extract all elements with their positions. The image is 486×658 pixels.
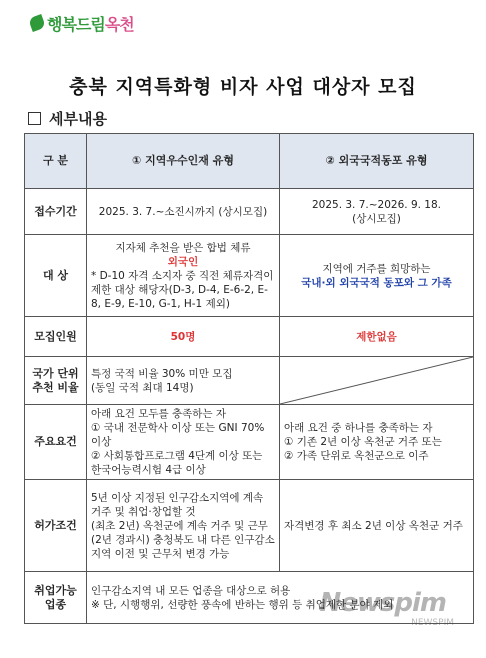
perm-1-line-a: 5년 이상 지정된 인구감소지역에 계속 거주 및 취업·창업할 것 — [91, 491, 264, 518]
perm-1-line-b: (최초 2년) 옥천군에 계속 거주 및 근무 — [91, 519, 268, 532]
req-2-line-b: ① 기존 2년 이상 옥천군 거주 또는 — [284, 436, 442, 448]
row-label-job — [25, 572, 87, 624]
row-label-target: 대 상 — [25, 235, 87, 317]
detail-table — [24, 133, 474, 624]
ratio-label-b: 추천 비율 — [32, 380, 79, 394]
target-1-note: * D-10 자격 소지자 중 직전 체류자격이 제한 대상 해당자(D-3, D-4, E-6-2, E-8, E-9, E-10, G-1, H-1 제외) — [91, 269, 274, 310]
row-label-period: 접수기간 — [25, 189, 87, 235]
table-row — [25, 317, 474, 357]
ratio-type-2-empty — [280, 357, 474, 405]
count-type-1: 50명 — [87, 317, 280, 357]
perm-type-2: 자격변경 후 최소 2년 이상 옥천군 거주 — [280, 480, 474, 572]
page-title: 충북 지역특화형 비자 사업 대상자 모집 — [69, 76, 417, 98]
req-1-line-b: ① 국내 전문학사 이상 또는 GNI 70% 이상 — [91, 422, 265, 448]
req-type-1 — [87, 405, 280, 480]
req-1-line-c: ② 사회통합프로그램 4단계 이상 또는 한국어능력시험 4급 이상 — [91, 450, 263, 476]
header-category: 구 분 — [25, 134, 87, 189]
logo-text-2: 옥천 — [104, 14, 134, 34]
ratio-label-a: 국가 단위 — [32, 366, 79, 380]
req-2-line-a: 아래 요건 중 하나를 충족하는 자 — [284, 422, 433, 434]
period-type-2-date: 2025. 3. 7.~2026. 9. 18. — [311, 198, 442, 211]
job-line-b: ※ 단, 시행행위, 선량한 풍속에 반하는 행위 등 취업제한 분야 제외 — [91, 598, 394, 611]
watermark: Newspim — [319, 588, 446, 618]
section-label: 세부내용 — [49, 110, 107, 128]
period-type-2 — [280, 189, 474, 235]
table-row — [25, 235, 474, 317]
table-row — [25, 480, 474, 572]
row-label-count: 모집인원 — [25, 317, 87, 357]
job-line-a: 인구감소지역 내 모든 업종을 대상으로 허용 — [91, 584, 291, 597]
leaf-icon — [28, 14, 46, 32]
diagonal-line — [280, 357, 473, 404]
ratio-line-b: (동일 국적 최대 14명) — [91, 381, 194, 394]
section-heading — [28, 108, 107, 129]
logo — [30, 10, 134, 36]
row-label-req: 주요요건 — [25, 405, 87, 480]
target-1-highlight: 외국인 — [167, 255, 199, 268]
watermark-sub: NEWSPIM — [411, 618, 454, 628]
logo-text-1: 행복드림 — [47, 14, 105, 34]
period-type-1: 2025. 3. 7.~소진시까지 (상시모집) — [87, 189, 280, 235]
header-type-2: ② 외국국적동포 유형 — [280, 134, 474, 189]
req-type-2 — [280, 405, 474, 480]
target-type-2 — [280, 235, 474, 317]
target-1-line-a: 지자체 추천을 받은 합법 체류 — [115, 241, 251, 254]
period-type-2-note: (상시모집) — [352, 212, 401, 225]
req-2-line-c: ② 가족 단위로 옥천군으로 이주 — [284, 450, 429, 462]
table-header-row — [25, 134, 474, 189]
perm-1-line-c: (2년 경과시) 충청북도 내 다른 인구감소지역 이전 및 근무처 변경 가능 — [91, 533, 275, 560]
table-row — [25, 357, 474, 405]
ratio-type-1 — [87, 357, 280, 405]
row-label-ratio — [25, 357, 87, 405]
checkbox-square-icon — [28, 112, 41, 125]
table-row — [25, 189, 474, 235]
job-label-b: 업종 — [44, 597, 67, 611]
job-label-a: 취업가능 — [34, 583, 77, 597]
perm-type-1 — [87, 480, 280, 572]
target-2-line-a: 지역에 거주를 희망하는 — [322, 262, 431, 275]
table-row — [25, 405, 474, 480]
target-2-highlight: 국내·외 외국국적 동포와 그 가족 — [301, 276, 452, 289]
target-type-1 — [87, 235, 280, 317]
row-label-perm: 허가조건 — [25, 480, 87, 572]
ratio-line-a: 특정 국적 비율 30% 미만 모집 — [91, 367, 233, 380]
req-1-line-a: 아래 요건 모두를 충족하는 자 — [91, 408, 227, 420]
header-type-1: ① 지역우수인재 유형 — [87, 134, 280, 189]
count-type-2: 제한없음 — [280, 317, 474, 357]
